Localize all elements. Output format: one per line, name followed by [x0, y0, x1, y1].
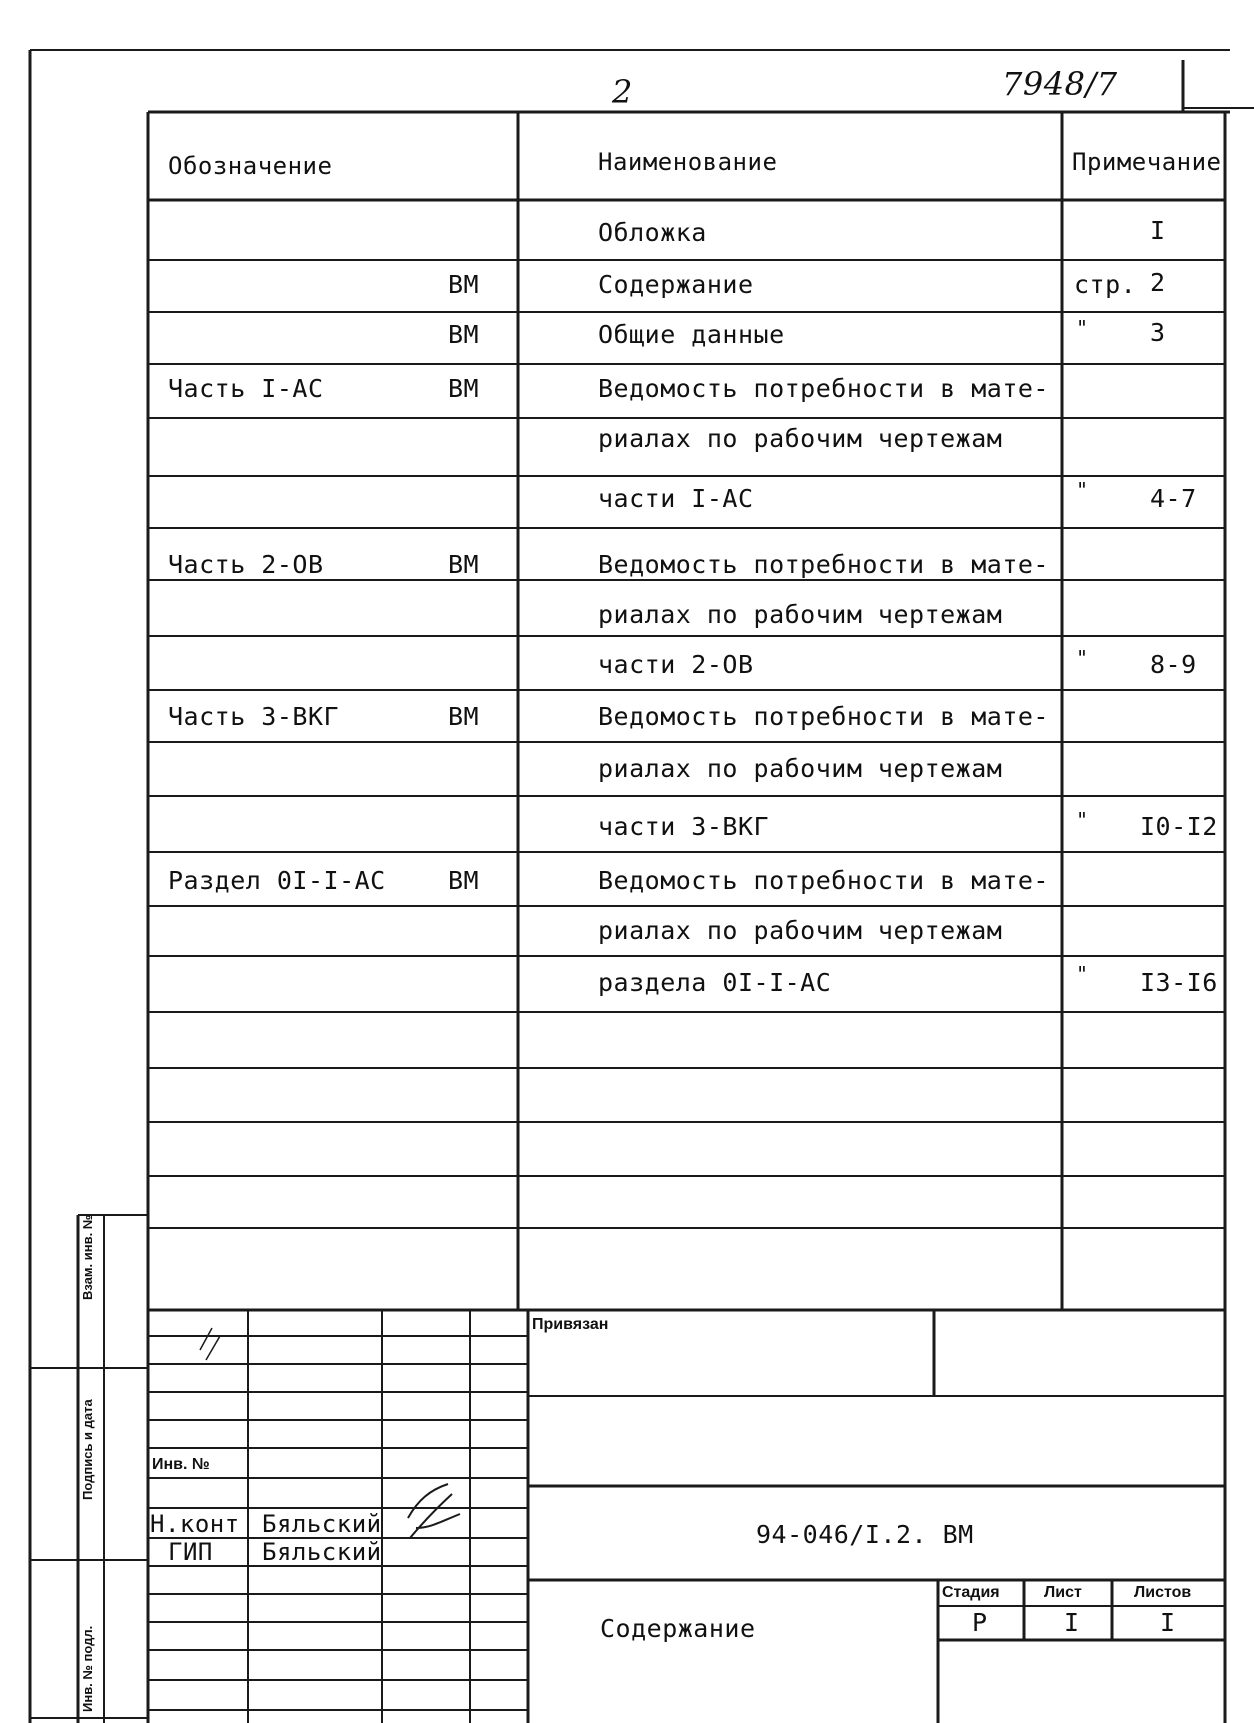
row-name: части 3-ВКГ — [598, 812, 770, 841]
row-name: Ведомость потребности в мате- — [598, 702, 1049, 731]
row-name: Обложка — [598, 218, 707, 247]
replaced-inventory-label: Взам. инв. № — [80, 1214, 95, 1300]
row-note-prefix: " — [1076, 316, 1089, 340]
row-name: части I-АС — [598, 484, 754, 513]
row-name: Ведомость потребности в мате- — [598, 866, 1049, 895]
row-designation: Раздел 0I-I-АС — [168, 866, 386, 895]
name-norm-control: Бяльский — [262, 1510, 382, 1538]
column-header-designation: Обозначение — [168, 152, 333, 180]
row-note: I0-I2 — [1140, 812, 1218, 841]
row-note: 4-7 — [1150, 484, 1197, 513]
row-note: 2 — [1150, 268, 1166, 297]
row-code: ВМ — [448, 270, 480, 299]
row-designation: Часть 2-ОВ — [168, 550, 324, 579]
row-note: I3-I6 — [1140, 968, 1218, 997]
row-note: 3 — [1150, 318, 1166, 347]
row-name: части 2-ОВ — [598, 650, 754, 679]
row-code: ВМ — [448, 374, 480, 403]
row-code: ВМ — [448, 702, 480, 731]
sheets-label: Листов — [1134, 1584, 1192, 1601]
role-norm-control: Н.конт — [150, 1510, 240, 1538]
sheet-label: Лист — [1044, 1584, 1082, 1601]
row-name: Общие данные — [598, 320, 785, 349]
inventory-label: Инв. № — [152, 1456, 210, 1473]
row-note-prefix: " — [1076, 962, 1089, 986]
signature-date-label: Подпись и дата — [80, 1399, 95, 1500]
doc-number-handwritten: 7948/7 — [1002, 65, 1118, 103]
row-code: ВМ — [448, 550, 480, 579]
row-note-prefix: стр. — [1074, 270, 1137, 299]
column-header-note: Примечание — [1072, 148, 1222, 176]
page-number-handwritten: 2 — [612, 73, 633, 111]
row-name: Ведомость потребности в мате- — [598, 374, 1049, 403]
sheet-value: I — [1064, 1608, 1080, 1637]
row-name: риалах по рабочим чертежам — [598, 600, 1003, 629]
row-name: риалах по рабочим чертежам — [598, 424, 1003, 453]
row-name: раздела 0I-I-АС — [598, 968, 832, 997]
role-chief-engineer: ГИП — [168, 1538, 213, 1566]
row-designation: Часть I-АС — [168, 374, 324, 403]
sheets-value: I — [1160, 1608, 1176, 1637]
stage-label: Стадия — [942, 1584, 1000, 1601]
document-title: Содержание — [600, 1614, 756, 1643]
row-note-prefix: " — [1076, 808, 1089, 832]
bound-label: Привязан — [532, 1316, 609, 1333]
row-note: 8-9 — [1150, 650, 1197, 679]
name-chief-engineer: Бяльский — [262, 1538, 382, 1566]
original-inventory-label: Инв. № подл. — [80, 1625, 95, 1712]
row-name: Ведомость потребности в мате- — [598, 550, 1049, 579]
column-header-name: Наименование — [598, 148, 778, 176]
stage-value: Р — [972, 1608, 988, 1637]
document-code: 94-046/I.2. ВМ — [756, 1520, 974, 1549]
row-designation: Часть 3-ВКГ — [168, 702, 340, 731]
row-note: I — [1150, 216, 1166, 245]
row-note-prefix: " — [1076, 478, 1089, 502]
row-name: риалах по рабочим чертежам — [598, 754, 1003, 783]
row-name: Содержание — [598, 270, 754, 299]
row-code: ВМ — [448, 320, 480, 349]
row-name: риалах по рабочим чертежам — [598, 916, 1003, 945]
row-code: ВМ — [448, 866, 480, 895]
row-note-prefix: " — [1076, 646, 1089, 670]
